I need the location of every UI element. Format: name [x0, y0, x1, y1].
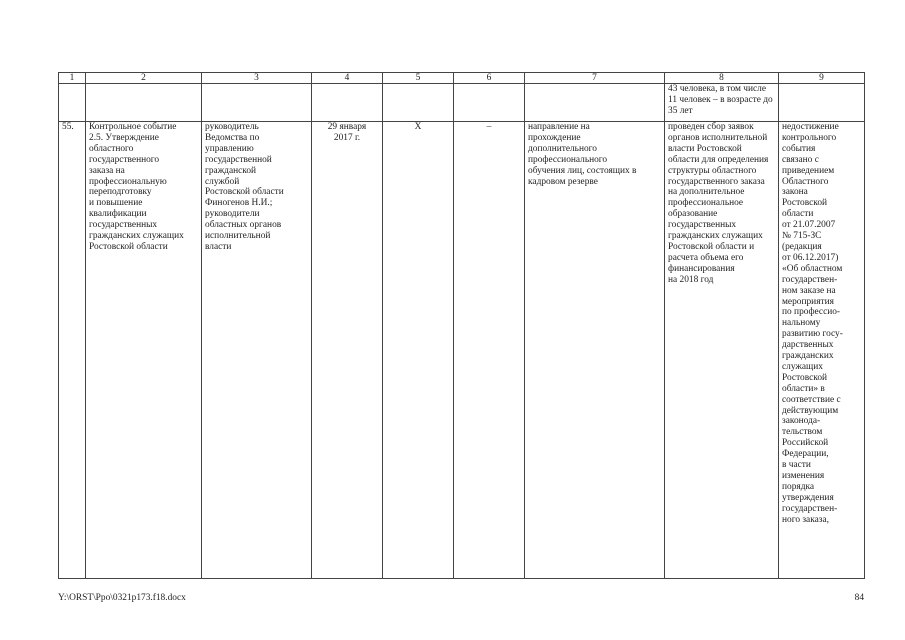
footer-file-path: Y:\ORST\Ppo\0321p173.f18.docx	[58, 593, 186, 603]
footer-page-number: 84	[854, 593, 864, 603]
table-cell-empty	[86, 84, 202, 122]
table-cell-empty	[312, 84, 383, 122]
column-header-5: 5	[383, 73, 454, 84]
table-cell-empty	[59, 84, 86, 122]
document-table	[58, 72, 865, 579]
table-row-55	[59, 122, 865, 579]
table-cell-empty	[525, 84, 665, 122]
column-5-cell: Х	[383, 122, 454, 579]
control-event-cell: Контрольное событие 2.5. Утверждение областного государственного заказа на профессиональную переподготовку и повышение квалификации государственных гражданских служащих Ростовской области	[86, 122, 202, 579]
column-header-6: 6	[454, 73, 525, 84]
result-cell: проведен сбор заявок органов исполнительной власти Ростовской области для определения структуры областного государственного заказа на дополнительное профессиональное образование государственных гражданских служащих Ростовской области и расчета объема его финансирования на 2018 год	[665, 122, 779, 579]
date-cell: 29 января 2017 г.	[312, 122, 383, 579]
direction-cell: направление на прохождение дополнительного профессионального обучения лиц, состоящих в кадровом резерве	[525, 122, 665, 579]
table-row-continuation	[59, 84, 865, 122]
column-header-7: 7	[525, 73, 665, 84]
table-cell-empty	[779, 84, 865, 122]
column-6-cell: –	[454, 122, 525, 579]
column-header-1: 1	[59, 73, 86, 84]
continuation-result-cell: 43 человека, в том числе 11 человек – в возрасте до 35 лет	[665, 84, 779, 122]
responsible-cell: руководитель Ведомства по управлению государственной гражданской службой Ростовской области Финогенов Н.И.; руководители областных органов исполнительной власти	[202, 122, 312, 579]
column-header-8: 8	[665, 73, 779, 84]
column-header-9: 9	[779, 73, 865, 84]
table-cell-empty	[454, 84, 525, 122]
column-number-header-row	[59, 73, 865, 84]
row-number-cell: 55.	[59, 122, 86, 579]
column-header-3: 3	[202, 73, 312, 84]
table-cell-empty	[383, 84, 454, 122]
table-cell-empty	[202, 84, 312, 122]
reason-cell: недостижение контрольного события связано с приведением Областного закона Ростовской области от 21.07.2007 № 715-ЗС (редакция от 06.12.2017) «Об областном государствен- ном заказе на мероприятия по профессио- нальному развитию госу- дарственных гражданских служащих Ростовской области» в соответствие с действующим законода- тельством Российской Федерации, в части изменения порядка утверждения государствен- ного заказа,	[779, 122, 865, 579]
column-header-4: 4	[312, 73, 383, 84]
column-header-2: 2	[86, 73, 202, 84]
